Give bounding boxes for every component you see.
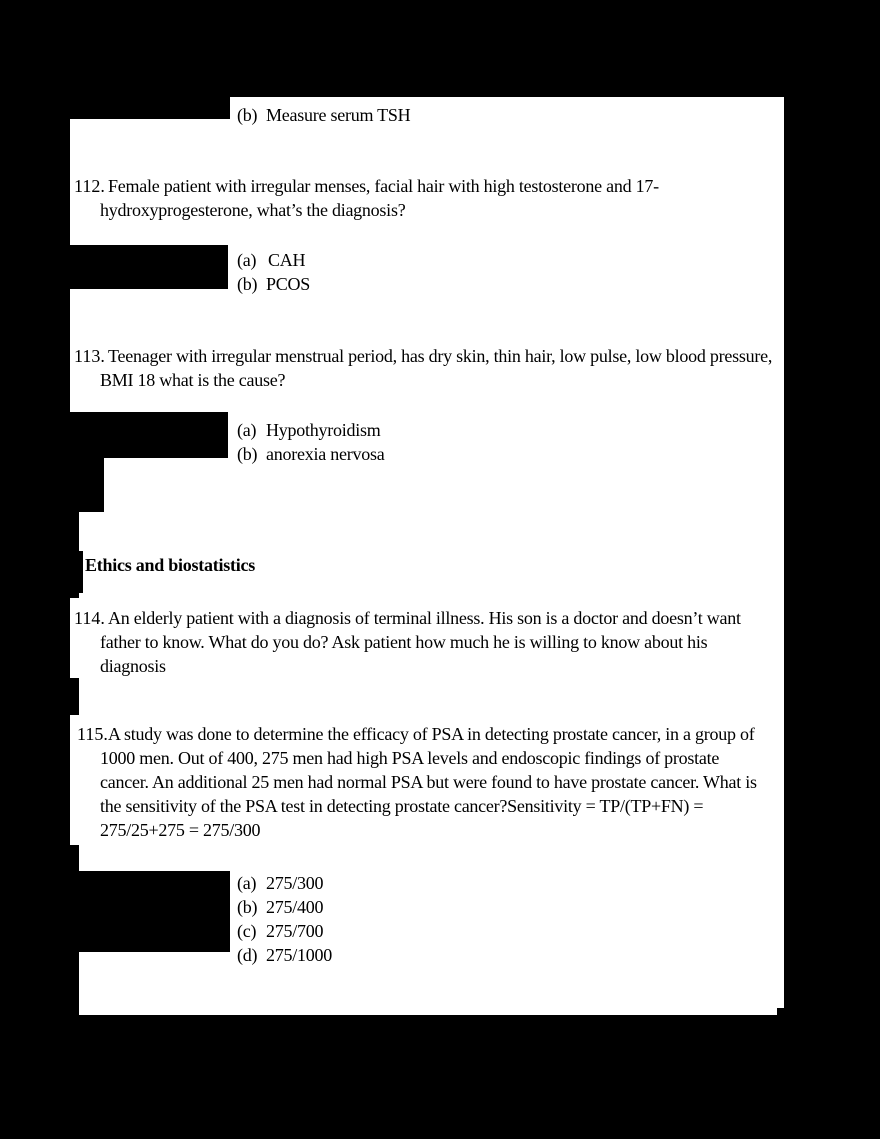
option-marker: (b)	[237, 897, 258, 917]
option-text: 275/400	[266, 897, 324, 917]
question-line: Female patient with irregular menses, facial hair with high testosterone and 17-	[108, 176, 659, 196]
question-number: 115.	[77, 724, 108, 744]
redaction-block	[70, 245, 228, 289]
redaction-block	[70, 412, 228, 458]
option-marker: (a)	[237, 250, 257, 270]
question-line: Teenager with irregular menstrual period, has dry skin, thin hair, low pulse, low blood pressure,	[108, 346, 773, 366]
option-marker: (b)	[237, 105, 258, 125]
redaction-block	[70, 458, 104, 512]
option-marker: (a)	[237, 420, 257, 440]
question-line: hydroxyprogesterone, what’s the diagnosis?	[100, 200, 406, 220]
question-line: father to know. What do you do? Ask patient how much he is willing to know about his	[100, 632, 708, 652]
option-text: 275/1000	[266, 945, 333, 965]
option-text: CAH	[268, 250, 306, 270]
redaction-block	[70, 678, 79, 715]
redaction-block	[70, 871, 230, 952]
question-line: 1000 men. Out of 400, 275 men had high PSA levels and endoscopic findings of prostate	[100, 748, 720, 768]
document-page	[70, 97, 784, 1015]
option-text: Measure serum TSH	[266, 105, 411, 125]
question-line: diagnosis	[100, 656, 166, 676]
redaction-bar	[78, 551, 83, 593]
question-line: An elderly patient with a diagnosis of terminal illness. His son is a doctor and doesn’t want	[108, 608, 741, 628]
option-text: 275/300	[266, 873, 324, 893]
option-marker: (b)	[237, 274, 258, 294]
question-number: 113.	[74, 346, 105, 366]
section-heading: Ethics and biostatistics	[85, 555, 256, 575]
question-number: 114.	[74, 608, 105, 628]
question-number: 112.	[74, 176, 105, 196]
option-marker: (b)	[237, 444, 258, 464]
option-text: PCOS	[266, 274, 311, 294]
option-text: anorexia nervosa	[266, 444, 385, 464]
question-line: the sensitivity of the PSA test in detecting prostate cancer?Sensitivity = TP/(TP+FN) =	[100, 796, 704, 816]
option-text: 275/700	[266, 921, 324, 941]
option-marker: (a)	[237, 873, 257, 893]
option-text: Hypothyroidism	[266, 420, 381, 440]
question-line: cancer. An additional 25 men had normal PSA but were found to have prostate cancer. What is	[100, 772, 757, 792]
question-line: A study was done to determine the efficacy of PSA in detecting prostate cancer, in a group of	[108, 724, 755, 744]
redaction-notch	[777, 1008, 784, 1015]
redaction-block	[70, 97, 230, 119]
option-marker: (d)	[237, 945, 258, 965]
option-marker: (c)	[237, 921, 257, 941]
question-line: BMI 18 what is the cause?	[100, 370, 286, 390]
question-line: 275/25+275 = 275/300	[100, 820, 261, 840]
